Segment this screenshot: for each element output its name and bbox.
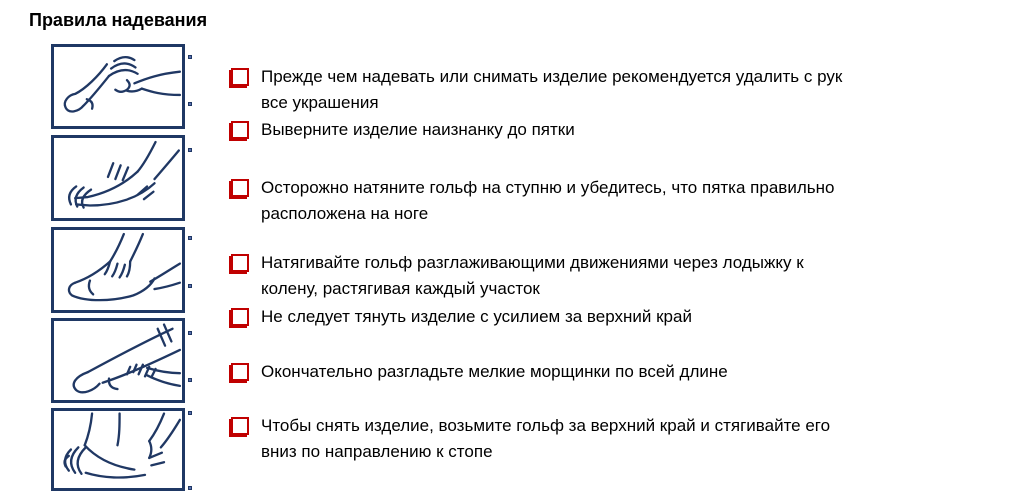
instruction-line: Выверните изделие наизнанку до пятки — [261, 120, 575, 139]
list-bullet-dot-icon — [188, 236, 192, 240]
turn-inside-out-drawing-icon — [54, 47, 182, 126]
instruction-text — [261, 413, 830, 465]
smooth-up-leg-drawing-icon — [54, 321, 182, 400]
step-3-illustration — [51, 227, 185, 313]
instruction-line: вниз по направлению к стопе — [261, 442, 493, 461]
instruction-text — [261, 175, 834, 227]
step-5-illustration — [51, 408, 185, 491]
list-bullet-dot-icon — [188, 411, 192, 415]
step-1-illustration — [51, 44, 185, 129]
instruction-line: Чтобы снять изделие, возьмите гольф за верхний край и стягивайте его — [261, 416, 831, 435]
instruction-item-6 — [229, 359, 989, 385]
instruction-item-4 — [229, 250, 989, 302]
instruction-line: колену, растягивая каждый участок — [261, 279, 540, 298]
instruction-line: Осторожно натяните гольф на ступню и убедитесь, что пятка правильно — [261, 178, 835, 197]
instruction-item-5 — [229, 304, 989, 330]
checkbox-bullet-icon — [231, 417, 249, 435]
instruction-item-3 — [229, 175, 989, 227]
pull-over-foot-drawing-icon — [54, 138, 182, 218]
remove-stocking-drawing-icon — [54, 411, 182, 488]
list-bullet-dot-icon — [188, 102, 192, 106]
instruction-item-2 — [229, 117, 989, 143]
instruction-line: Натягивайте гольф разглаживающими движениями через лодыжку к — [261, 253, 804, 272]
instruction-item-1 — [229, 64, 989, 116]
list-bullet-dot-icon — [188, 378, 192, 382]
checkbox-bullet-icon — [231, 254, 249, 272]
instruction-text — [261, 304, 692, 330]
instruction-text — [261, 359, 728, 385]
checkbox-bullet-icon — [231, 121, 249, 139]
page-title: Правила надевания — [29, 10, 208, 30]
instruction-text — [261, 117, 575, 143]
checkbox-bullet-icon — [231, 179, 249, 197]
instruction-line: Не следует тянуть изделие с усилием за верхний край — [261, 307, 692, 326]
instruction-line: Окончательно разгладьте мелкие морщинки по всей длине — [261, 362, 728, 381]
instruction-text — [261, 64, 842, 116]
instruction-line: все украшения — [261, 93, 379, 112]
step-4-illustration — [51, 318, 185, 403]
list-bullet-dot-icon — [188, 148, 192, 152]
instruction-line: Прежде чем надевать или снимать изделие рекомендуется удалить с рук — [261, 67, 843, 86]
instruction-line: расположена на ноге — [261, 204, 429, 223]
step-2-illustration — [51, 135, 185, 221]
list-bullet-dot-icon — [188, 284, 192, 288]
position-heel-drawing-icon — [54, 230, 182, 310]
list-bullet-dot-icon — [188, 55, 192, 59]
instruction-item-7 — [229, 413, 989, 465]
checkbox-bullet-icon — [231, 68, 249, 86]
instruction-text — [261, 250, 804, 302]
list-bullet-dot-icon — [188, 331, 192, 335]
list-bullet-dot-icon — [188, 486, 192, 490]
checkbox-bullet-icon — [231, 308, 249, 326]
checkbox-bullet-icon — [231, 363, 249, 381]
